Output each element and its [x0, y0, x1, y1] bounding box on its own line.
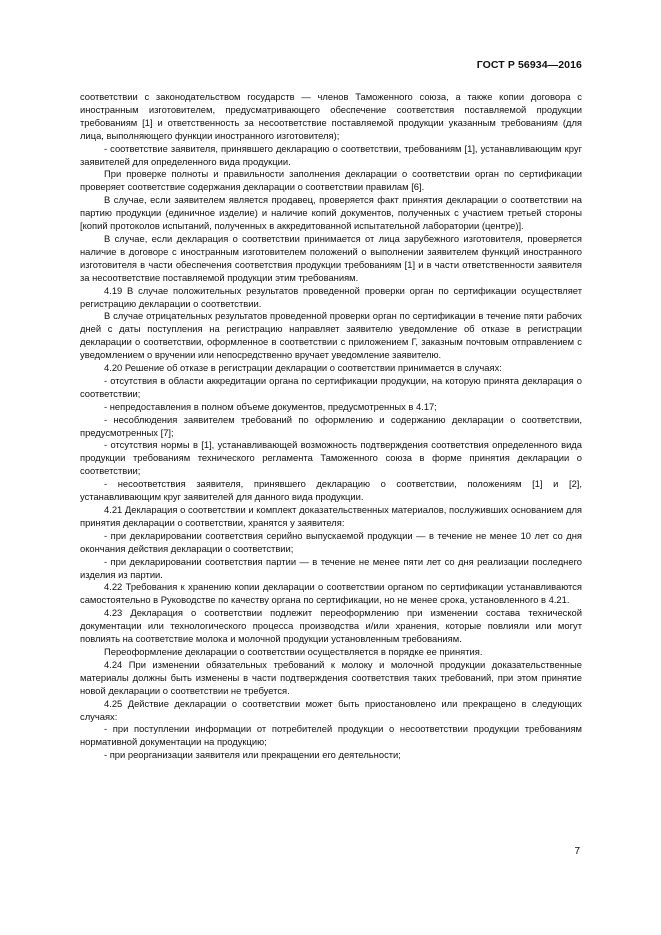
paragraph: - отсутствия нормы в [1], устанавливающей возможность подтверждения соответствия определенного вида продукции требованиям технического регламента Таможенного союза в форме принятия декларации о соответствии; [80, 439, 582, 477]
paragraph: - при поступлении информации от потребителей продукции о несоответствии продукции требованиям нормативной документации на продукцию; [80, 723, 582, 748]
paragraph: соответствии с законодательством государств — членов Таможенного союза, а также копии договора с иностранным изготовителем, предусматривающего обеспечение соответствия поставляемой продукции требованиям [1] и ответственность за несоответствие поставляемой продукции указанным требованиям (для лица, выполняющего функции иностранного изготовителя); [80, 91, 582, 141]
paragraph: 4.23 Декларация о соответствии подлежит переоформлению при изменении состава технической документации или технологического процесса производства и/или хранения, которые повлияли или могут повлиять на соответствие молока и молочной продукции установленным требованиям. [80, 607, 582, 645]
paragraph: 4.24 При изменении обязательных требований к молоку и молочной продукции доказательственные материалы должны быть изменены в части подтверждения соответствия таких требований, при этом принятие новой декларации о соответствии не требуется. [80, 658, 582, 696]
paragraph: В случае отрицательных результатов проведенной проверки орган по сертификации в течение пяти рабочих дней с даты поступления на регистрацию направляет заявителю уведомление об отказе в регистрации декларации о соответствии, оформленное в соответствии с приложением Г, заказным почтовым отправлением с уведомлением о вручении или непосредственно вручает уведомление заявителю. [80, 310, 582, 361]
paragraph: 4.22 Требования к хранению копии декларации о соответствии органом по сертификации устанавливаются самостоятельно в Руководстве по качеству органа по сертификации, но не менее срока, установленного в 4.21. [80, 581, 582, 606]
paragraph: - несоответствия заявителя, принявшего декларацию о соответствии, положениям [1] и [2], устанавливающим круг заявителей для данного вида продукции. [80, 478, 582, 503]
paragraph: Переоформление декларации о соответствии осуществляется в порядке ее принятия. [104, 645, 483, 657]
paragraph: 4.19 В случае положительных результатов проведенной проверки орган по сертификации осуществляет регистрацию декларации о соответствии. [80, 284, 582, 309]
paragraph: - при реорганизации заявителя или прекращении его деятельности; [104, 749, 401, 761]
paragraph: - при декларировании соответствия серийно выпускаемой продукции — в течение не менее 10 лет со дня окончания действия декларации о соответствии; [80, 529, 582, 554]
document-number: ГОСТ Р 56934—2016 [476, 59, 582, 71]
paragraph: - непредоставления в полном объеме документов, предусмотренных в 4.17; [104, 400, 437, 412]
paragraph: - отсутствия в области аккредитации органа по сертификации продукции, на которую принята декларация о соответствии; [80, 374, 582, 399]
paragraph: При проверке полноты и правильности заполнения декларации о соответствии орган по сертификации проверяет соответствие содержания декларации о соответствии правилам [6]. [80, 168, 582, 193]
page-number: 7 [574, 846, 580, 857]
body-text [80, 91, 582, 762]
paragraph: В случае, если декларация о соответствии принимается от лица зарубежного изготовителя, проверяется наличие в договоре с иностранным изготовителем положений о выполнении заявителем функций иностранного изготовителя в части обеспечения соответствия продукции требованиям [1] и в части ответственности заявителя за несоответствие поставляемой продукции этим требованиям. [80, 232, 582, 283]
paragraph: - соответствие заявителя, принявшего декларацию о соответствии, требованиям [1], устанавливающим круг заявителей для определенного вида продукции. [80, 142, 582, 167]
paragraph: - несоблюдения заявителем требований по оформлению и содержанию декларации о соответствии, предусмотренных [7]; [80, 413, 582, 438]
paragraph: 4.25 Действие декларации о соответствии может быть приостановлено или прекращено в следующих случаях: [80, 697, 582, 722]
paragraph: В случае, если заявителем является продавец, проверяется факт принятия декларации о соответствии на партию продукции (единичное изделие) и наличие копий документов, полученных с участием третьей стороны [копий протоколов испытаний, полученных в аккредитованной испытательной лаборатории (центре)]. [80, 194, 582, 232]
paragraph: - при декларировании соответствия партии — в течение не менее пяти лет со дня реализации последнего изделия из партии. [80, 555, 582, 580]
paragraph: 4.20 Решение об отказе в регистрации декларации о соответствии принимается в случаях: [104, 362, 502, 374]
paragraph: 4.21 Декларация о соответствии и комплект доказательственных материалов, послуживших основанием для принятия декларации о соответствии, хранятся у заявителя: [80, 504, 582, 528]
